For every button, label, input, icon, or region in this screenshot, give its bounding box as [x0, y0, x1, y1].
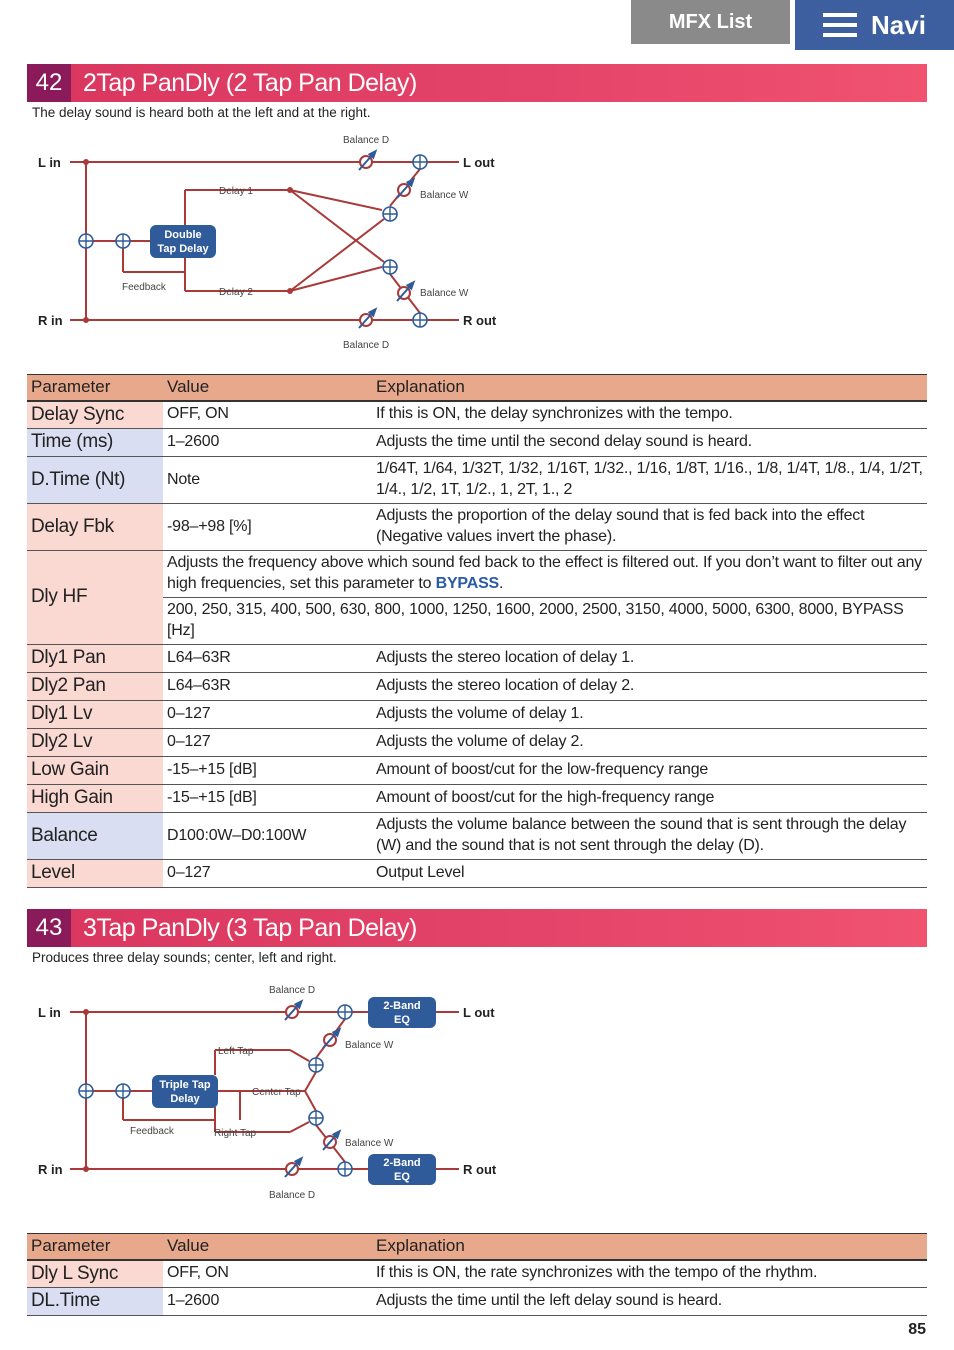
delay2-label: Delay 2	[219, 287, 253, 298]
section-43-title: 3Tap PanDly (3 Tap Pan Delay)	[83, 914, 417, 942]
param-name: D.Time (Nt)	[27, 457, 163, 504]
param-value: -15–+15 [dB]	[163, 757, 372, 785]
section-42-parameter-table	[27, 374, 927, 888]
l-in-label: L in	[38, 1005, 61, 1020]
block-label-2: Delay	[170, 1093, 200, 1105]
block-label-2: Tap Delay	[157, 243, 209, 255]
param-explanation: Adjusts the volume of delay 1.	[372, 701, 927, 729]
section-42-number: 42	[27, 64, 71, 102]
param-name: DL.Time	[27, 1288, 163, 1316]
feedback-label: Feedback	[122, 282, 166, 293]
section-42-header	[27, 64, 927, 102]
param-values-list: 200, 250, 315, 400, 500, 630, 800, 1000, 1250, 1600, 2000, 2500, 3150, 4000, 5000, 6300, 8000, BYPASS [Hz]	[163, 598, 927, 645]
param-explanation: Adjusts the stereo location of delay 1.	[372, 645, 927, 673]
block-label-1: Double	[164, 229, 202, 241]
param-name: Dly2 Lv	[27, 729, 163, 757]
col-parameter: Parameter	[27, 1234, 163, 1260]
mfx-list-button[interactable]	[631, 0, 790, 44]
table-row	[27, 701, 927, 729]
col-explanation: Explanation	[372, 1234, 927, 1260]
balance-d-top-label: Balance D	[269, 985, 316, 996]
param-name: Delay Fbk	[27, 504, 163, 551]
table-row	[27, 813, 927, 860]
table-row	[27, 729, 927, 757]
center-tap-label: Center Tap	[252, 1087, 301, 1098]
param-explanation: Adjusts the time until the left delay sound is heard.	[372, 1288, 927, 1316]
param-name: High Gain	[27, 785, 163, 813]
section-42-description: The delay sound is heard both at the left and at the right.	[32, 105, 371, 120]
param-name: Balance	[27, 813, 163, 860]
table-row	[27, 673, 927, 701]
eq-top-label-2: EQ	[394, 1014, 410, 1026]
param-name: Low Gain	[27, 757, 163, 785]
block-label-1: Triple Tap	[159, 1079, 211, 1091]
eq-bottom-label-2: EQ	[394, 1171, 410, 1183]
balance-d-bottom-label: Balance D	[343, 340, 390, 351]
r-out-label: R out	[463, 313, 497, 328]
param-explanation: Adjusts the stereo location of delay 2.	[372, 673, 927, 701]
param-value: L64–63R	[163, 645, 372, 673]
param-value: L64–63R	[163, 673, 372, 701]
table-row	[27, 757, 927, 785]
eq-bottom-label-1: 2-Band	[383, 1157, 421, 1169]
navi-button[interactable]	[795, 0, 954, 50]
param-name: Delay Sync	[27, 401, 163, 429]
balance-d-bottom-label: Balance D	[269, 1190, 316, 1201]
param-name: Dly L Sync	[27, 1260, 163, 1288]
col-value: Value	[163, 1234, 372, 1260]
param-name: Dly1 Pan	[27, 645, 163, 673]
section-43-number: 43	[27, 909, 71, 947]
param-explanation: Adjusts the frequency above which sound fed back to the effect is filtered out. If you don’t want to filter out any high frequencies, set this parameter to BYPASS.	[163, 551, 927, 598]
section-43-header	[27, 909, 927, 947]
triple-tap-delay-diagram	[0, 980, 520, 1205]
l-out-label: L out	[463, 1005, 495, 1020]
page-number: 85	[908, 1321, 926, 1338]
param-value: -15–+15 [dB]	[163, 785, 372, 813]
balance-w-top-label: Balance W	[345, 1040, 394, 1051]
col-value: Value	[163, 375, 372, 401]
param-name: Time (ms)	[27, 429, 163, 457]
l-in-label: L in	[38, 155, 61, 170]
section-42-title: 2Tap PanDly (2 Tap Pan Delay)	[83, 69, 417, 97]
double-tap-delay-diagram	[0, 130, 520, 355]
table-row	[27, 1260, 927, 1288]
param-value: Note	[163, 457, 372, 504]
param-explanation: If this is ON, the rate synchronizes with the tempo of the rhythm.	[372, 1260, 927, 1288]
param-explanation: Output Level	[372, 860, 927, 888]
table-row	[27, 1288, 927, 1316]
param-value: 0–127	[163, 860, 372, 888]
param-value: 1–2600	[163, 1288, 372, 1316]
menu-icon	[823, 12, 857, 38]
param-explanation: Amount of boost/cut for the low-frequency range	[372, 757, 927, 785]
table-row	[27, 429, 927, 457]
param-value: 0–127	[163, 729, 372, 757]
eq-top-label-1: 2-Band	[383, 1000, 421, 1012]
param-explanation: Adjusts the time until the second delay sound is heard.	[372, 429, 927, 457]
param-explanation: Adjusts the proportion of the delay sound that is fed back into the effect (Negative values invert the phase).	[372, 504, 927, 551]
param-explanation: Amount of boost/cut for the high-frequency range	[372, 785, 927, 813]
table-row	[27, 457, 927, 504]
r-in-label: R in	[38, 1162, 63, 1177]
section-43-description: Produces three delay sounds; center, left and right.	[32, 950, 337, 965]
param-name: Dly2 Pan	[27, 673, 163, 701]
left-tap-label: Left Tap	[218, 1046, 254, 1057]
balance-w-top-label: Balance W	[420, 190, 469, 201]
param-name: Dly1 Lv	[27, 701, 163, 729]
balance-d-top-label: Balance D	[343, 135, 390, 146]
feedback-label: Feedback	[130, 1126, 174, 1137]
param-value: -98–+98 [%]	[163, 504, 372, 551]
table-row	[27, 860, 927, 888]
r-in-label: R in	[38, 313, 63, 328]
navi-label: Navi	[871, 9, 926, 40]
param-explanation: Adjusts the volume of delay 2.	[372, 729, 927, 757]
bypass-keyword: BYPASS	[435, 575, 500, 593]
delay1-label: Delay 1	[219, 186, 253, 197]
param-name: Dly HF	[27, 551, 163, 645]
param-value: OFF, ON	[163, 401, 372, 429]
param-name: Level	[27, 860, 163, 888]
param-explanation: 1/64T, 1/64, 1/32T, 1/32, 1/16T, 1/32., 1/16, 1/8T, 1/16., 1/8, 1/4T, 1/8., 1/4, 1/2T, 1/4., 1/2, 1T, 1/2., 1, 2T, 1., 2	[372, 457, 927, 504]
table-row	[27, 551, 927, 598]
section-43-parameter-table	[27, 1233, 927, 1316]
l-out-label: L out	[463, 155, 495, 170]
r-out-label: R out	[463, 1162, 497, 1177]
col-parameter: Parameter	[27, 375, 163, 401]
mfx-list-label: MFX List	[668, 10, 753, 33]
right-tap-label: Right Tap	[214, 1128, 257, 1139]
param-explanation: Adjusts the volume balance between the sound that is sent through the delay (W) and the sound that is not sent through the delay (D).	[372, 813, 927, 860]
param-value: OFF, ON	[163, 1260, 372, 1288]
param-value: 1–2600	[163, 429, 372, 457]
table-row	[27, 785, 927, 813]
col-explanation: Explanation	[372, 375, 927, 401]
table-row	[27, 401, 927, 429]
table-row	[27, 504, 927, 551]
table-row	[27, 645, 927, 673]
balance-w-bottom-label: Balance W	[420, 288, 469, 299]
param-value: 0–127	[163, 701, 372, 729]
balance-w-bottom-label: Balance W	[345, 1138, 394, 1149]
param-value: D100:0W–D0:100W	[163, 813, 372, 860]
param-explanation: If this is ON, the delay synchronizes with the tempo.	[372, 401, 927, 429]
